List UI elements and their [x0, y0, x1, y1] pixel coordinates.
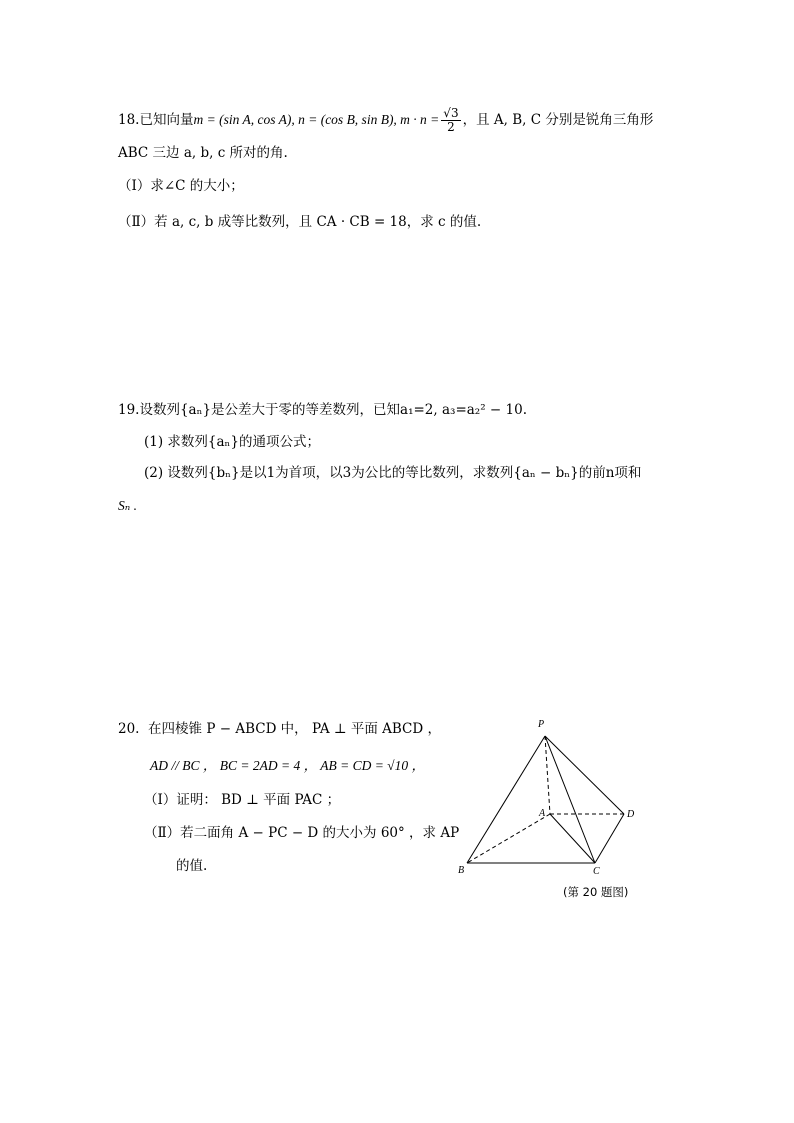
vertex-label-p: P: [538, 719, 545, 730]
q20-part2-end-text: 的值.: [176, 858, 208, 874]
q19-sum-symbol: Sₙ .: [118, 498, 137, 513]
q18-part2-text: （Ⅱ）若 a, c, b 成等比数列，且 CA · CB = 18，求 c 的值.: [118, 214, 482, 230]
q19-line1: [118, 400, 527, 420]
q19-part1: [144, 432, 320, 452]
q19-part2: [144, 463, 641, 483]
vertex-label-d: D: [627, 809, 635, 820]
q20-part1: [144, 790, 340, 810]
edge-ab: [467, 814, 550, 863]
vertex-label-b: B: [458, 865, 465, 876]
q20-stem-text: 20. 在四棱锥 P − ABCD 中， PA ⊥ 平面 ABCD ，: [118, 721, 442, 737]
edge-cd: [595, 814, 624, 863]
q20-part1-text: （Ⅰ）证明： BD ⊥ 平面 PAC ；: [144, 792, 341, 808]
vertex-label-c: C: [593, 866, 600, 877]
q18-line2: [118, 143, 288, 163]
q18-fraction-denominator: 2: [447, 120, 455, 134]
q19-line-end: [118, 496, 137, 516]
q20-part2-end: [176, 856, 207, 876]
q19-stem-text: 19.设数列{aₙ}是公差大于零的等差数列，已知a₁=2, a₃=a₂² − 10.: [118, 402, 527, 418]
q18-fraction-numerator: √3: [443, 106, 459, 120]
vertex-label-a: A: [539, 808, 546, 819]
q18-vector-expr: m = (sin A, cos A), n = (cos B, sin B), m · n =: [193, 112, 440, 127]
edge-pc: [545, 736, 595, 863]
figure-caption: (第 20 题图): [563, 885, 629, 899]
q19-part2-text: (2) 设数列{bₙ}是以1为首项，以3为公比的等比数列，求数列{aₙ − bₙ}的前n项和: [144, 465, 642, 481]
q20-part2-text: （Ⅱ）若二面角 A − PC − D 的大小为 60° ，求 AP: [144, 825, 460, 841]
q20-line2: [150, 756, 425, 776]
q18-number: 18.: [118, 112, 140, 128]
q18-part2: [118, 212, 481, 232]
q18-fraction: [441, 107, 460, 134]
q19-part1-text: (1) 求数列{aₙ}的通项公式；: [144, 434, 320, 450]
q18-part1: [118, 176, 244, 196]
q18-part1-text: （Ⅰ）求∠C 的大小；: [118, 178, 244, 194]
q20-conditions-text: AD // BC ， BC = 2AD = 4 ， AB = CD = √10 ，: [150, 758, 425, 773]
pyramid-figure: [450, 712, 650, 882]
edge-pb: [467, 736, 545, 863]
q18-line1: [118, 107, 653, 134]
q20-line1: [118, 719, 441, 739]
q18-intro: 已知向量: [139, 112, 194, 128]
q18-intro-tail: ，且 A, B, C 分别是锐角三角形: [462, 112, 654, 128]
edge-pd: [545, 736, 624, 814]
edge-ac: [550, 814, 595, 863]
q20-part2: [144, 823, 459, 843]
q18-triangle-text: ABC 三边 a, b, c 所对的角.: [118, 145, 288, 161]
